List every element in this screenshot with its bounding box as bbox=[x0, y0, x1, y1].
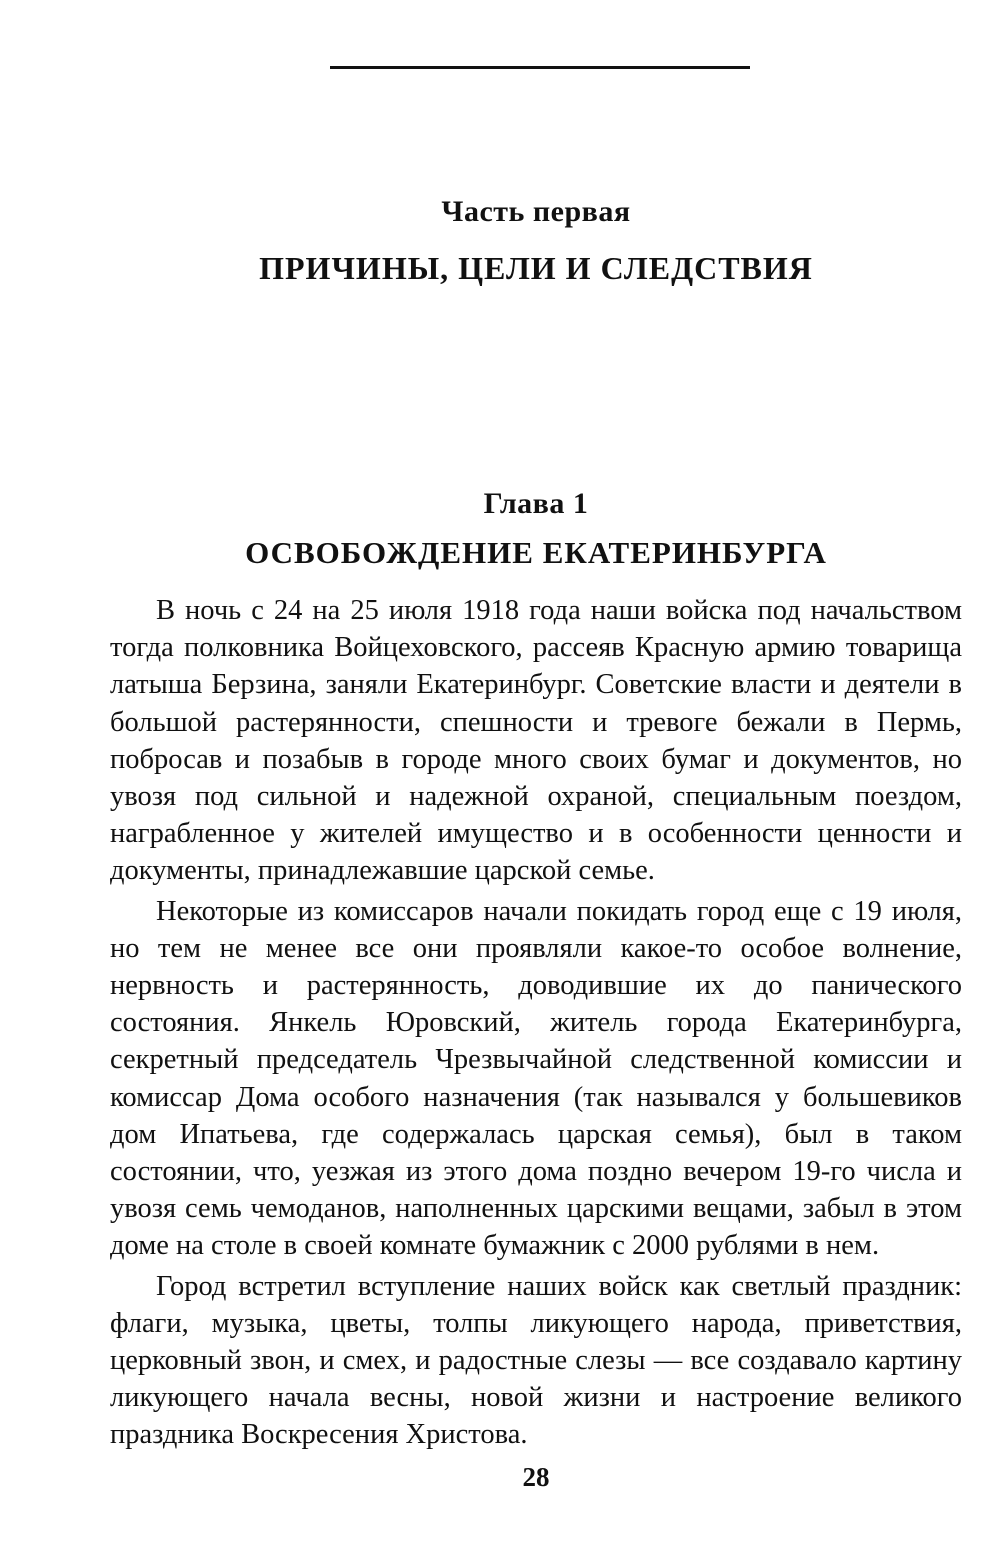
part-title: ПРИЧИНЫ, ЦЕЛИ И СЛЕДСТВИЯ bbox=[259, 250, 813, 286]
body-text bbox=[110, 592, 962, 1457]
top-rule bbox=[330, 66, 750, 69]
chapter-title: ОСВОБОЖДЕНИЕ ЕКАТЕРИНБУРГА bbox=[245, 535, 827, 570]
paragraph: Город встретил вступление наших войск как светлый праздник: флаги, музыка, цветы, толпы ликующего народа, приветствия, церковный звон, и смех, и радостные слезы — все создавало картину ликующего начала весны, новой жизни и настроение великого праздника Воскресения Христова. bbox=[110, 1270, 962, 1451]
paragraph: В ночь с 24 на 25 июля 1918 года наши войска под начальством тогда полковника Войцеховского, рассеяв Красную армию товарища латыша Берзина, заняли Екатеринбург. Советские власти и деятели в большой растерянности, спешности и тревоге бежали в Пермь, побросав и позабыв в городе много своих бумаг и документов, но увозя под сильной и надежной охраной, специальным поездом, награбленное у жителей имущество и в особенности ценности и документы, принадлежавшие царской семье. bbox=[110, 595, 962, 887]
paragraph: Некоторые из комиссаров начали покидать город еще с 19 июля, но тем не менее все они проявляли какое-то особое волнение, нервность и растерянность, доводившие их до панического состояния. Янкель Юровский, житель города Екатеринбурга, секретный председатель Чрезвычайной следственной комиссии и комиссар Дома особого назначения (так назывался у большевиков дом Ипатьева, где содержалась царская семья), был в таком состоянии, что, уезжая из этого дома поздно вечером 19-го числа и увозя семь чемоданов, наполненных царскими вещами, забыл в этом доме на столе в своей комнате бумажник с 2000 рублями в нем. bbox=[110, 895, 962, 1262]
part-label: Часть первая bbox=[441, 195, 631, 228]
page-number: 28 bbox=[522, 1462, 550, 1492]
chapter-label: Глава 1 bbox=[483, 487, 589, 520]
